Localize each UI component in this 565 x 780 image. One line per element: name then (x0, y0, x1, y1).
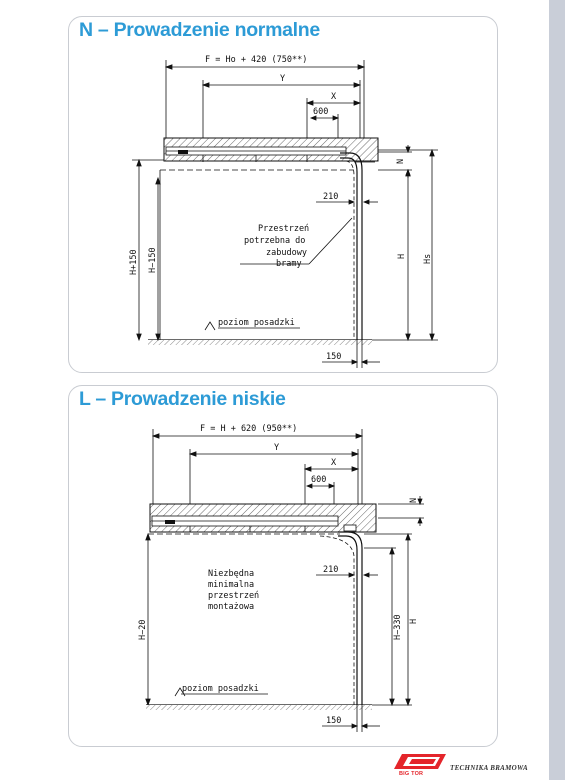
dim-210-low: 210 (323, 565, 339, 575)
dim-h-normal: H (397, 253, 407, 259)
floor-label-normal: poziom posadzki (218, 318, 295, 328)
dim-h-minus-150: H−150 (148, 247, 158, 273)
dim-y-low: Y (274, 443, 280, 453)
dim-600-normal: 600 (313, 107, 329, 117)
note-low-4: montażowa (208, 602, 255, 612)
dim-n-normal: N (396, 158, 406, 164)
dim-f-low: F = H + 620 (950**) (200, 424, 298, 434)
brand-logo (392, 752, 542, 778)
panel-title-low: L – Prowadzenie niskie (79, 388, 286, 410)
dim-n-low: N (409, 497, 419, 503)
note-normal-3: zabudowy (266, 248, 307, 258)
logo-tagline: TECHNIKA BRAMOWA (450, 764, 528, 772)
dim-150-normal: 150 (326, 352, 342, 362)
dim-x-normal: X (331, 92, 337, 102)
dim-hs-normal: Hs (423, 253, 433, 264)
note-low-2: minimalna (208, 580, 255, 590)
note-low-1: Niezbędna (208, 569, 255, 579)
dim-600-low: 600 (311, 475, 327, 485)
dim-h-minus-20: H−20 (138, 619, 148, 640)
note-normal-1: Przestrzeń (258, 224, 310, 234)
dim-h-minus-330: H−330 (393, 614, 403, 640)
dim-x-low: X (331, 458, 337, 468)
dim-h-plus-150: H+150 (129, 249, 139, 275)
note-normal-2: potrzebna do (244, 236, 306, 246)
dim-210-normal: 210 (323, 192, 339, 202)
logo-mark-icon (392, 752, 448, 772)
panel-title-normal: N – Prowadzenie normalne (79, 19, 320, 41)
floor-label-low: poziom posadzki (182, 684, 259, 694)
note-normal-4: bramy (276, 259, 302, 269)
note-low-3: przestrzeń (208, 591, 260, 601)
dim-150-low: 150 (326, 716, 342, 726)
dim-y-normal: Y (280, 74, 286, 84)
dim-h-low: H (409, 618, 419, 624)
logo-brand-text: BIG TOR (399, 771, 424, 777)
dim-f-normal: F = Ho + 420 (750**) (205, 55, 308, 65)
